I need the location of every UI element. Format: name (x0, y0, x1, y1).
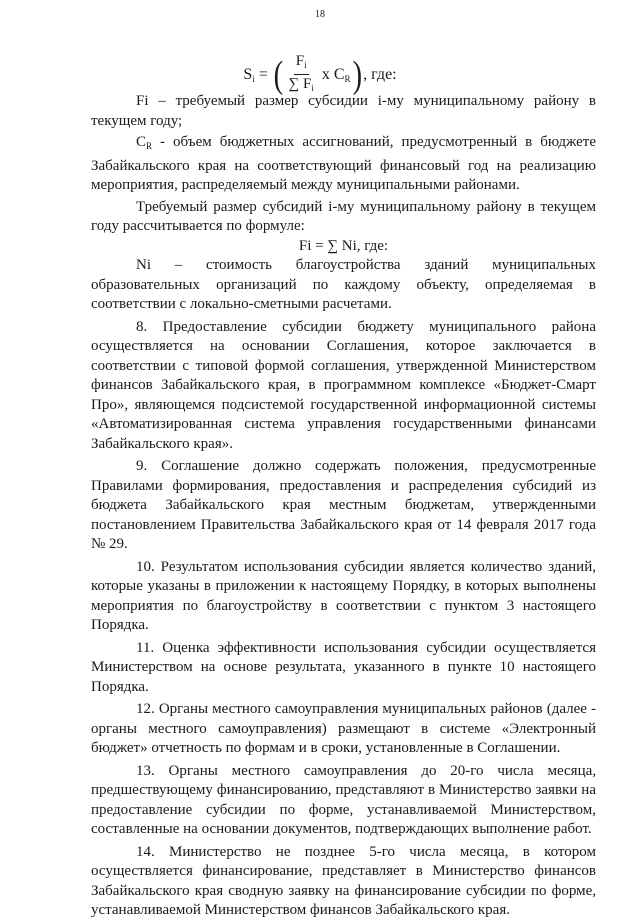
formula-fraction (287, 52, 316, 97)
paragraph-13: 13. Органы местного самоуправления до 20-го числа месяца, предшествующему финансированию, представляют в Министерство заявки на предоставление субсидии по форме, устанавливаемой Министерством, составленные на основании документов, подтверждающих выполнение работ. (91, 762, 596, 837)
paragraph-12: 12. Органы местного самоуправления муниципальных районов (далее - органы местного самоуправления) размещают в системе «Электронный бюджет» отчетность по формам и в сроки, установленные в Соглашении. (91, 701, 596, 756)
formula-times: x (317, 65, 334, 83)
fraction-denominator: ∑ $F_i$ (288, 76, 314, 93)
formula-fi: Fi = ∑ Ni, где: (298, 237, 389, 254)
definition-fi: Fi – требуемый размер субсидии i-му муниципальному району в текущем году; (91, 93, 596, 129)
paragraph-14: 14. Министерство не позднее 5-го числа месяца, в котором осуществляется финансирование, представляет в Министерство финансов Забайкальского края сводную заявку на финансирование субсидии по форме, устанавливаемой Министерством финансов Забайкальского края. (91, 843, 596, 918)
paragraph-11: 11. Оценка эффективности использования субсидии осуществляется Министерством на основе результата, указанного в пункте 10 настоящего Порядка. (91, 639, 596, 695)
definition-ni: Ni – стоимость благоустройства зданий муниципальных образовательных организаций по каждому объекту, определяемая в соответствии с локально-сметными расчетами. (91, 257, 596, 312)
subsidy-formula (0, 52, 640, 97)
fraction-numerator: $F_i$ (294, 52, 309, 75)
formula-factor: $C_R$ (333, 65, 351, 84)
page-number: 18 (315, 9, 325, 20)
document-body (91, 92, 596, 921)
left-paren: ( (273, 53, 283, 96)
definition-cr: $C_R$ - объем бюджетных ассигнований, предусмотренный в бюджете Забайкальского края на соответствующий финансовый год на реализацию мероприятия, распределяемый между муниципальными районами. (91, 134, 596, 193)
paragraph-9: 9. Соглашение должно содержать положения, предусмотренные Правилами формирования, предоставления и распределения субсидий из бюджета Забайкальского края местным бюджетам, утвержденными постановлением Правительства Забайкальского края от 14 февраля 2017 года № 29. (91, 458, 596, 552)
paragraph-8: 8. Предоставление субсидии бюджету муниципального района осуществляется на основании Соглашения, которое заключается в соответствии с типовой формой соглашения, утвержденной Министерством финансов Забайкальского края, в программном комплексе «Бюджет-Смарт Про», являющемся подсистемой государственной информационной системы «Автоматизированная система управления государственными финансами Забайкальского края». (91, 318, 596, 452)
formula-lhs: $S_i$ (243, 65, 255, 84)
formula-suffix: , где: (363, 65, 397, 83)
paragraph-10: 10. Результатом использования субсидии является количество зданий, которые указаны в приложении к настоящему Порядку, в которых выполнены мероприятия по благоустройству в соответствии с пунктом 3 настоящего Порядка. (91, 558, 596, 633)
formula-equals: = (254, 65, 272, 83)
required-size-intro: Требуемый размер субсидий i-му муниципальному району в текущем году рассчитывается по формуле: (91, 198, 596, 234)
right-paren: ) (352, 53, 362, 96)
